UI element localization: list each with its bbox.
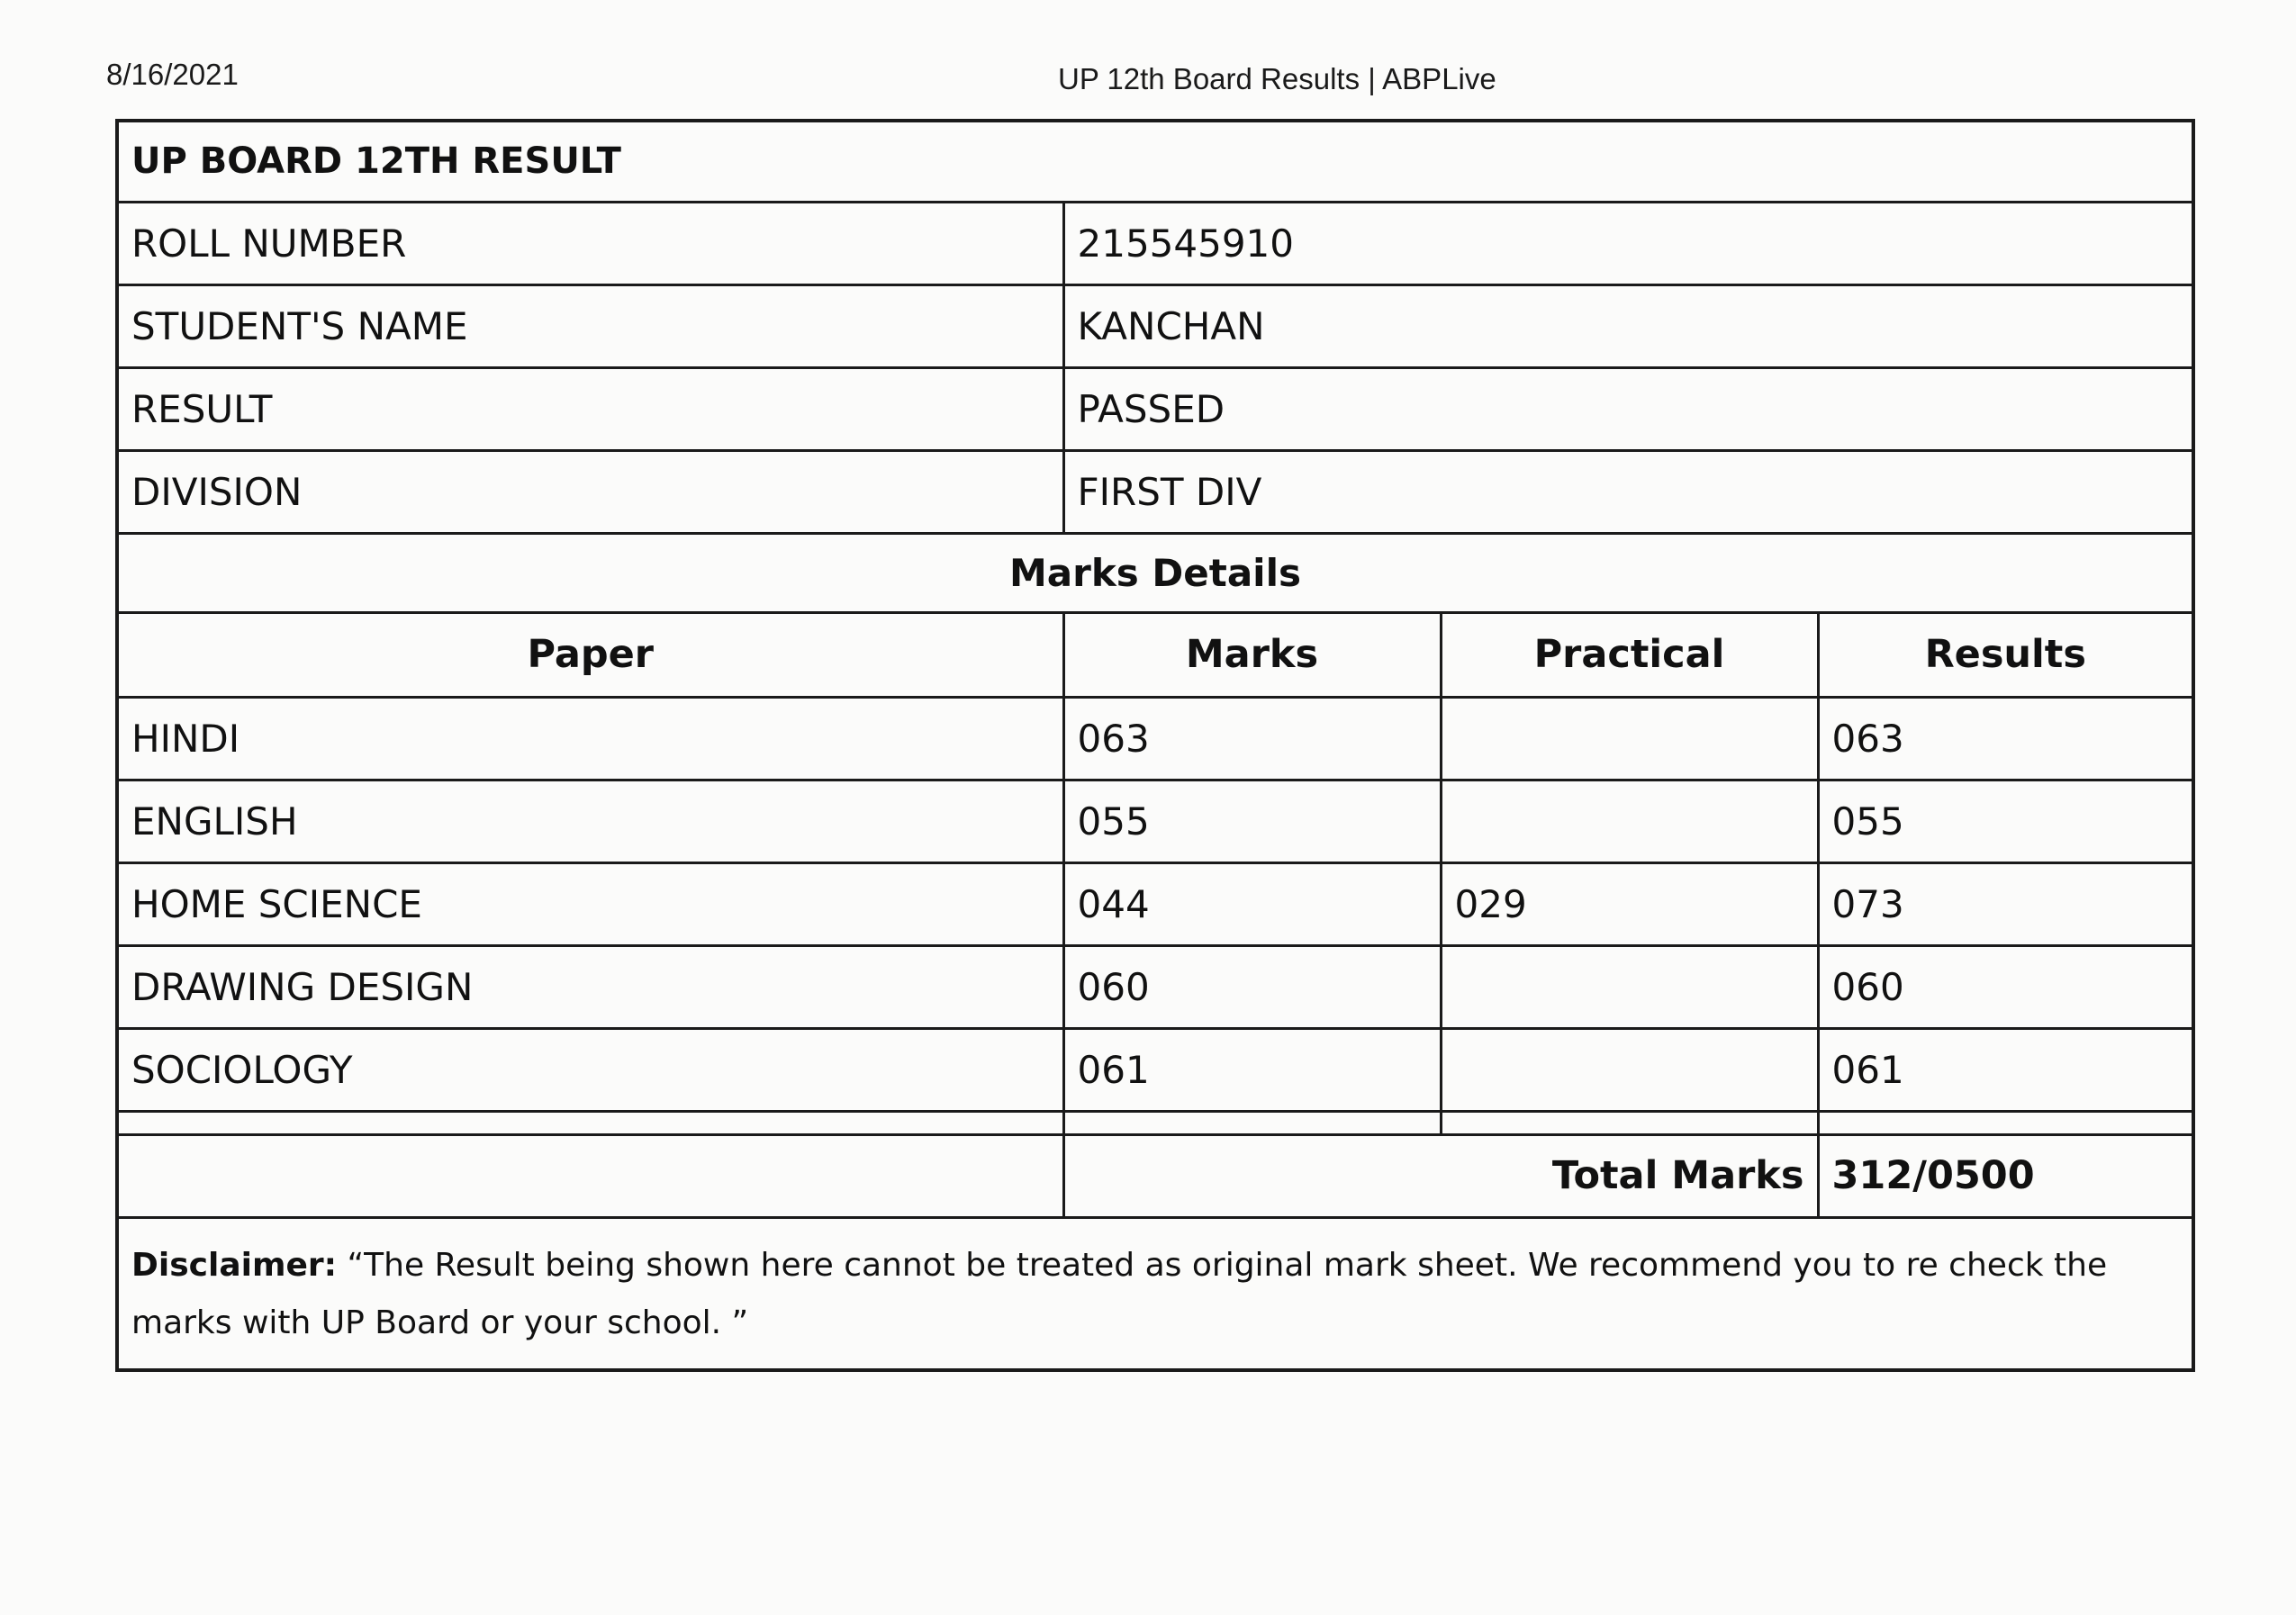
marks-cell: 061 (1063, 1028, 1441, 1111)
practical-cell (1441, 780, 1818, 862)
marks-cell: 044 (1063, 862, 1441, 945)
total-marks-value: 312/0500 (1818, 1134, 2192, 1217)
info-value: 215545910 (1063, 202, 2192, 284)
table-row (119, 1028, 2192, 1111)
total-row (119, 1134, 2192, 1217)
marks-cell: 055 (1063, 780, 1441, 862)
column-header-paper: Paper (119, 612, 1063, 697)
result-heading: UP BOARD 12TH RESULT (119, 122, 2192, 202)
table-row (119, 862, 2192, 945)
result-cell: 060 (1818, 945, 2192, 1028)
result-sheet (115, 119, 2195, 1372)
info-value: FIRST DIV (1063, 450, 2192, 533)
result-table (119, 122, 2192, 1368)
table-row (119, 945, 2192, 1028)
print-page-title: UP 12th Board Results | ABPLive (1058, 62, 1496, 95)
print-date: 8/16/2021 (106, 58, 239, 91)
column-header-practical: Practical (1441, 612, 1818, 697)
paper-cell: HOME SCIENCE (119, 862, 1063, 945)
column-header-marks: Marks (1063, 612, 1441, 697)
info-label: STUDENT'S NAME (119, 284, 1063, 367)
info-value: KANCHAN (1063, 284, 2192, 367)
marks-details-heading: Marks Details (119, 533, 2192, 612)
result-cell: 073 (1818, 862, 2192, 945)
paper-cell: DRAWING DESIGN (119, 945, 1063, 1028)
marks-cell: 063 (1063, 697, 1441, 780)
marks-header-row (119, 612, 2192, 697)
info-value: PASSED (1063, 367, 2192, 450)
disclaimer (119, 1217, 2192, 1368)
result-cell: 061 (1818, 1028, 2192, 1111)
paper-cell: SOCIOLOGY (119, 1028, 1063, 1111)
practical-cell (1441, 1028, 1818, 1111)
info-row-roll-number (119, 202, 2192, 284)
practical-cell (1441, 697, 1818, 780)
paper-cell: ENGLISH (119, 780, 1063, 862)
empty-row (119, 1111, 2192, 1134)
info-row-division (119, 450, 2192, 533)
info-label: ROLL NUMBER (119, 202, 1063, 284)
result-cell: 055 (1818, 780, 2192, 862)
table-row (119, 780, 2192, 862)
column-header-results: Results (1818, 612, 2192, 697)
info-label: DIVISION (119, 450, 1063, 533)
info-row-result (119, 367, 2192, 450)
total-marks-label: Total Marks (1063, 1134, 1818, 1217)
info-row-student-name (119, 284, 2192, 367)
practical-cell: 029 (1441, 862, 1818, 945)
disclaimer-row (119, 1217, 2192, 1368)
disclaimer-text: “The Result being shown here cannot be treated as original mark sheet. We recommend you to re check the marks with UP Board or your school. ” (131, 1246, 2108, 1341)
table-row (119, 697, 2192, 780)
print-header (106, 58, 2190, 103)
info-label: RESULT (119, 367, 1063, 450)
disclaimer-label: Disclaimer: (131, 1246, 338, 1284)
result-cell: 063 (1818, 697, 2192, 780)
practical-cell (1441, 945, 1818, 1028)
paper-cell: HINDI (119, 697, 1063, 780)
marks-cell: 060 (1063, 945, 1441, 1028)
